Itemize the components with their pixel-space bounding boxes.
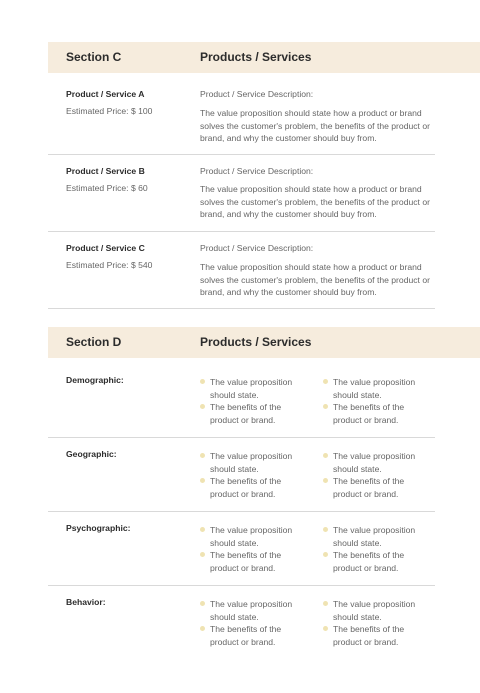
bullet-dot-icon bbox=[200, 527, 205, 532]
bullet-list bbox=[200, 376, 312, 426]
bullet-item: The value proposition should state. bbox=[323, 524, 435, 549]
product-name: Product / Service C bbox=[66, 243, 145, 253]
segment-label: Psychographic: bbox=[66, 523, 131, 533]
section-c-label: Section C bbox=[66, 50, 122, 64]
bullet-item: The value proposition should state. bbox=[323, 598, 435, 623]
segment-label: Behavior: bbox=[66, 597, 106, 607]
bullet-dot-icon bbox=[323, 527, 328, 532]
bullet-item: The value proposition should state. bbox=[200, 450, 312, 475]
product-description-label: Product / Service Description: bbox=[200, 89, 314, 99]
section-c-header bbox=[48, 42, 480, 73]
product-price: Estimated Price: $ 540 bbox=[66, 260, 153, 270]
bullet-dot-icon bbox=[200, 404, 205, 409]
bullet-dot-icon bbox=[200, 552, 205, 557]
bullet-item: The value proposition should state. bbox=[200, 524, 312, 549]
bullet-list bbox=[200, 524, 312, 574]
bullet-item: The benefits of the product or brand. bbox=[323, 475, 435, 500]
bullet-item: The benefits of the product or brand. bbox=[200, 549, 312, 574]
bullet-item: The value proposition should state. bbox=[323, 376, 435, 401]
bullet-list bbox=[323, 598, 435, 648]
bullet-item: The benefits of the product or brand. bbox=[200, 401, 312, 426]
segment-row-behavior bbox=[48, 586, 435, 666]
product-name: Product / Service B bbox=[66, 166, 145, 176]
segment-row-psychographic bbox=[48, 512, 435, 586]
product-description-label: Product / Service Description: bbox=[200, 243, 314, 253]
product-row-c bbox=[48, 232, 435, 309]
bullet-list bbox=[200, 450, 312, 500]
bullet-dot-icon bbox=[323, 478, 328, 483]
section-d-header bbox=[48, 327, 480, 358]
product-row-b bbox=[48, 155, 435, 232]
product-description-label: Product / Service Description: bbox=[200, 166, 314, 176]
product-name: Product / Service A bbox=[66, 89, 145, 99]
product-price: Estimated Price: $ 60 bbox=[66, 183, 148, 193]
bullet-item: The value proposition should state. bbox=[200, 376, 312, 401]
bullet-item: The value proposition should state. bbox=[323, 450, 435, 475]
bullet-dot-icon bbox=[200, 601, 205, 606]
product-row-a bbox=[48, 73, 435, 155]
bullet-dot-icon bbox=[200, 379, 205, 384]
product-description: The value proposition should state how a product or brand solves the customer's problem, the benefits of the product or brand, and why the customer should buy from. bbox=[200, 262, 430, 297]
bullet-item: The benefits of the product or brand. bbox=[200, 475, 312, 500]
bullet-list bbox=[323, 450, 435, 500]
bullet-item: The benefits of the product or brand. bbox=[323, 549, 435, 574]
bullet-dot-icon bbox=[323, 453, 328, 458]
section-d-label: Section D bbox=[66, 335, 122, 349]
bullet-item: The benefits of the product or brand. bbox=[323, 401, 435, 426]
bullet-dot-icon bbox=[323, 601, 328, 606]
bullet-dot-icon bbox=[323, 552, 328, 557]
bullet-item: The value proposition should state. bbox=[200, 598, 312, 623]
bullet-dot-icon bbox=[323, 626, 328, 631]
section-d-title: Products / Services bbox=[200, 335, 312, 349]
segment-row-geographic bbox=[48, 438, 435, 512]
bullet-list bbox=[200, 598, 312, 648]
section-c-title: Products / Services bbox=[200, 50, 312, 64]
segment-row-demographic bbox=[48, 358, 435, 438]
segment-label: Geographic: bbox=[66, 449, 117, 459]
bullet-item: The benefits of the product or brand. bbox=[200, 623, 312, 648]
product-price: Estimated Price: $ 100 bbox=[66, 106, 153, 116]
bullet-dot-icon bbox=[323, 379, 328, 384]
bullet-dot-icon bbox=[323, 404, 328, 409]
bullet-list bbox=[323, 524, 435, 574]
product-description: The value proposition should state how a product or brand solves the customer's problem, the benefits of the product or brand, and why the customer should buy from. bbox=[200, 108, 430, 143]
product-description: The value proposition should state how a product or brand solves the customer's problem, the benefits of the product or brand, and why the customer should buy from. bbox=[200, 184, 430, 219]
bullet-dot-icon bbox=[200, 626, 205, 631]
bullet-dot-icon bbox=[200, 453, 205, 458]
bullet-dot-icon bbox=[200, 478, 205, 483]
bullet-list bbox=[323, 376, 435, 426]
bullet-item: The benefits of the product or brand. bbox=[323, 623, 435, 648]
segment-label: Demographic: bbox=[66, 375, 124, 385]
